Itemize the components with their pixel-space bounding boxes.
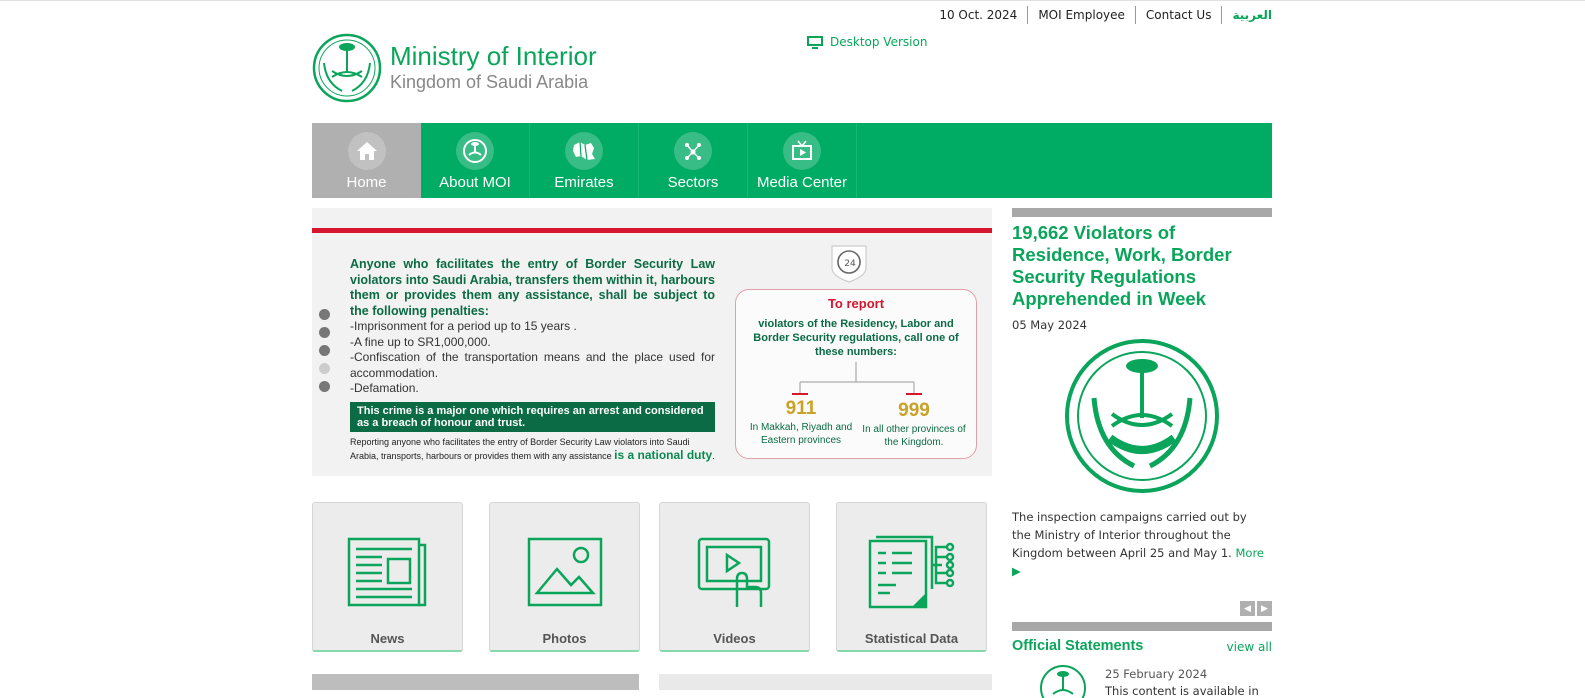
banner-footer-highlight: is a national duty [614, 448, 713, 462]
nav-label: Emirates [554, 174, 614, 191]
news-date: 05 May 2024 [1012, 318, 1087, 332]
news-pager [1240, 601, 1272, 616]
saudi-emblem-icon [1064, 338, 1220, 494]
tile-statistical-data[interactable] [836, 502, 987, 652]
nav-label: About MOI [439, 174, 511, 191]
nav-item-home[interactable] [312, 123, 421, 198]
page-container [312, 0, 1272, 698]
statement-date: 25 February 2024 [1105, 667, 1208, 681]
desktop-version-label: Desktop Version [830, 35, 928, 49]
news-summary [1012, 508, 1264, 580]
home-icon [348, 132, 386, 170]
nav-item-sectors[interactable] [639, 123, 748, 198]
report-description: violators of the Residency, Labor and Border Security regulations, call one of these numbers: [753, 318, 959, 358]
nav-item-media-center[interactable] [748, 123, 857, 198]
newspaper-icon [313, 535, 462, 610]
tile-label: Statistical Data [864, 631, 959, 646]
top-links [929, 6, 1272, 24]
phone-24-icon [828, 242, 870, 284]
logo-subtitle: Kingdom of Saudi Arabia [390, 72, 589, 92]
saudi-emblem-icon [1039, 664, 1087, 698]
contact-us-link[interactable]: Contact Us [1135, 6, 1222, 24]
tile-label: Photos [542, 631, 587, 646]
prev-arrow-icon[interactable]: ◀ [1240, 601, 1255, 616]
statement-text[interactable]: This content is available in [1105, 684, 1259, 698]
video-icon [660, 535, 809, 610]
moi-employee-link[interactable]: MOI Employee [1027, 6, 1135, 24]
report-icon [837, 535, 986, 610]
main-nav [312, 123, 1272, 198]
banner-footer: Reporting anyone who facilitates the entry of Border Security Law violators into Saudi Arabia, transports, harbours or provides them with any assistance is a national duty. [350, 437, 715, 462]
desktop-version-link[interactable] [806, 35, 927, 49]
more-link[interactable]: More ▶ [1012, 546, 1264, 578]
penalty-item: -Defamation. [350, 381, 419, 395]
banner-highlight-box: This crime is a major one which requires an arrest and considered as a breach of honour and trust. [350, 402, 715, 432]
news-summary-text: The inspection campaigns carried out by the Ministry of Interior throughout the Kingdom between April 25 and May 1. [1012, 510, 1247, 560]
penalty-item: -Confiscation of the transportation means and the place used for accommodation. [350, 350, 715, 380]
logo-title: Ministry of Interior [390, 41, 597, 71]
emblem-icon [456, 132, 494, 170]
site-logo[interactable] [312, 33, 612, 105]
phone-badge-label: 24 [844, 259, 856, 269]
report-title: To report [827, 296, 885, 311]
slider-dot[interactable] [319, 345, 330, 356]
tile-news[interactable] [312, 502, 463, 652]
arabic-language-link[interactable]: العربية [1221, 6, 1272, 24]
sidebar-top-bar [1012, 208, 1272, 217]
map-icon [565, 132, 603, 170]
view-all-link[interactable]: view all [1226, 640, 1272, 654]
report-card [735, 289, 977, 459]
nav-label: Sectors [667, 174, 719, 191]
banner-text [350, 257, 715, 397]
banner-footer-text: Reporting anyone who facilitates the entry of Border Security Law violators into Saudi Arabia, transports, harbours or provides them with any assistance [350, 437, 690, 461]
nav-item-about-moi[interactable] [421, 123, 530, 198]
saudi-emblem-icon [312, 33, 382, 103]
tile-videos[interactable] [659, 502, 810, 652]
image-icon [490, 535, 639, 610]
more-label: More [1235, 546, 1264, 560]
news-sidebar [1012, 208, 1272, 698]
news-headline[interactable]: 19,662 Violators of Residence, Work, Border Security Regulations Apprehended in Week [1012, 222, 1232, 309]
penalty-item: -Imprisonment for a period up to 15 years . [350, 319, 577, 333]
slider-dot[interactable] [319, 381, 330, 392]
slider-dots [319, 309, 330, 399]
slider-dot-active[interactable] [319, 363, 330, 374]
tv-icon [783, 132, 821, 170]
slider-dot[interactable] [319, 309, 330, 320]
statement-thumbnail[interactable] [1039, 664, 1087, 698]
official-statements-title: Official Statements [1012, 638, 1144, 654]
monitor-icon [806, 35, 824, 49]
hotline-999-caption: In all other provinces of the Kingdom. [862, 424, 966, 448]
statements-top-bar [1012, 622, 1272, 631]
nav-label: Home [346, 174, 387, 191]
quick-links [312, 502, 992, 652]
tile-label: News [370, 631, 405, 646]
hotline-911-caption: In Makkah, Riyadh and Eastern provinces [749, 422, 853, 446]
hotline-999: 999 [898, 400, 930, 421]
nav-label: Media Center [756, 174, 848, 191]
nav-item-emirates[interactable] [530, 123, 639, 198]
current-date: 10 Oct. 2024 [939, 8, 1018, 22]
bottom-image-right[interactable] [659, 674, 992, 690]
banner-red-line [312, 228, 992, 233]
slider-dot[interactable] [319, 327, 330, 338]
penalty-item: -A fine up to SR1,000,000. [350, 334, 491, 349]
next-arrow-icon[interactable]: ▶ [1257, 601, 1272, 616]
tile-label: Videos [713, 631, 756, 646]
banner-slider[interactable] [312, 208, 992, 476]
banner-heading: Anyone who facilitates the entry of Border Security Law violators into Saudi Arabia, transfers them within it, harbours them or provides them any assistance, shall be subject to the following penalties: [350, 257, 715, 318]
hotline-911: 911 [785, 398, 817, 419]
network-icon [674, 132, 712, 170]
tile-photos[interactable] [489, 502, 640, 652]
bottom-image-left[interactable] [312, 674, 639, 690]
